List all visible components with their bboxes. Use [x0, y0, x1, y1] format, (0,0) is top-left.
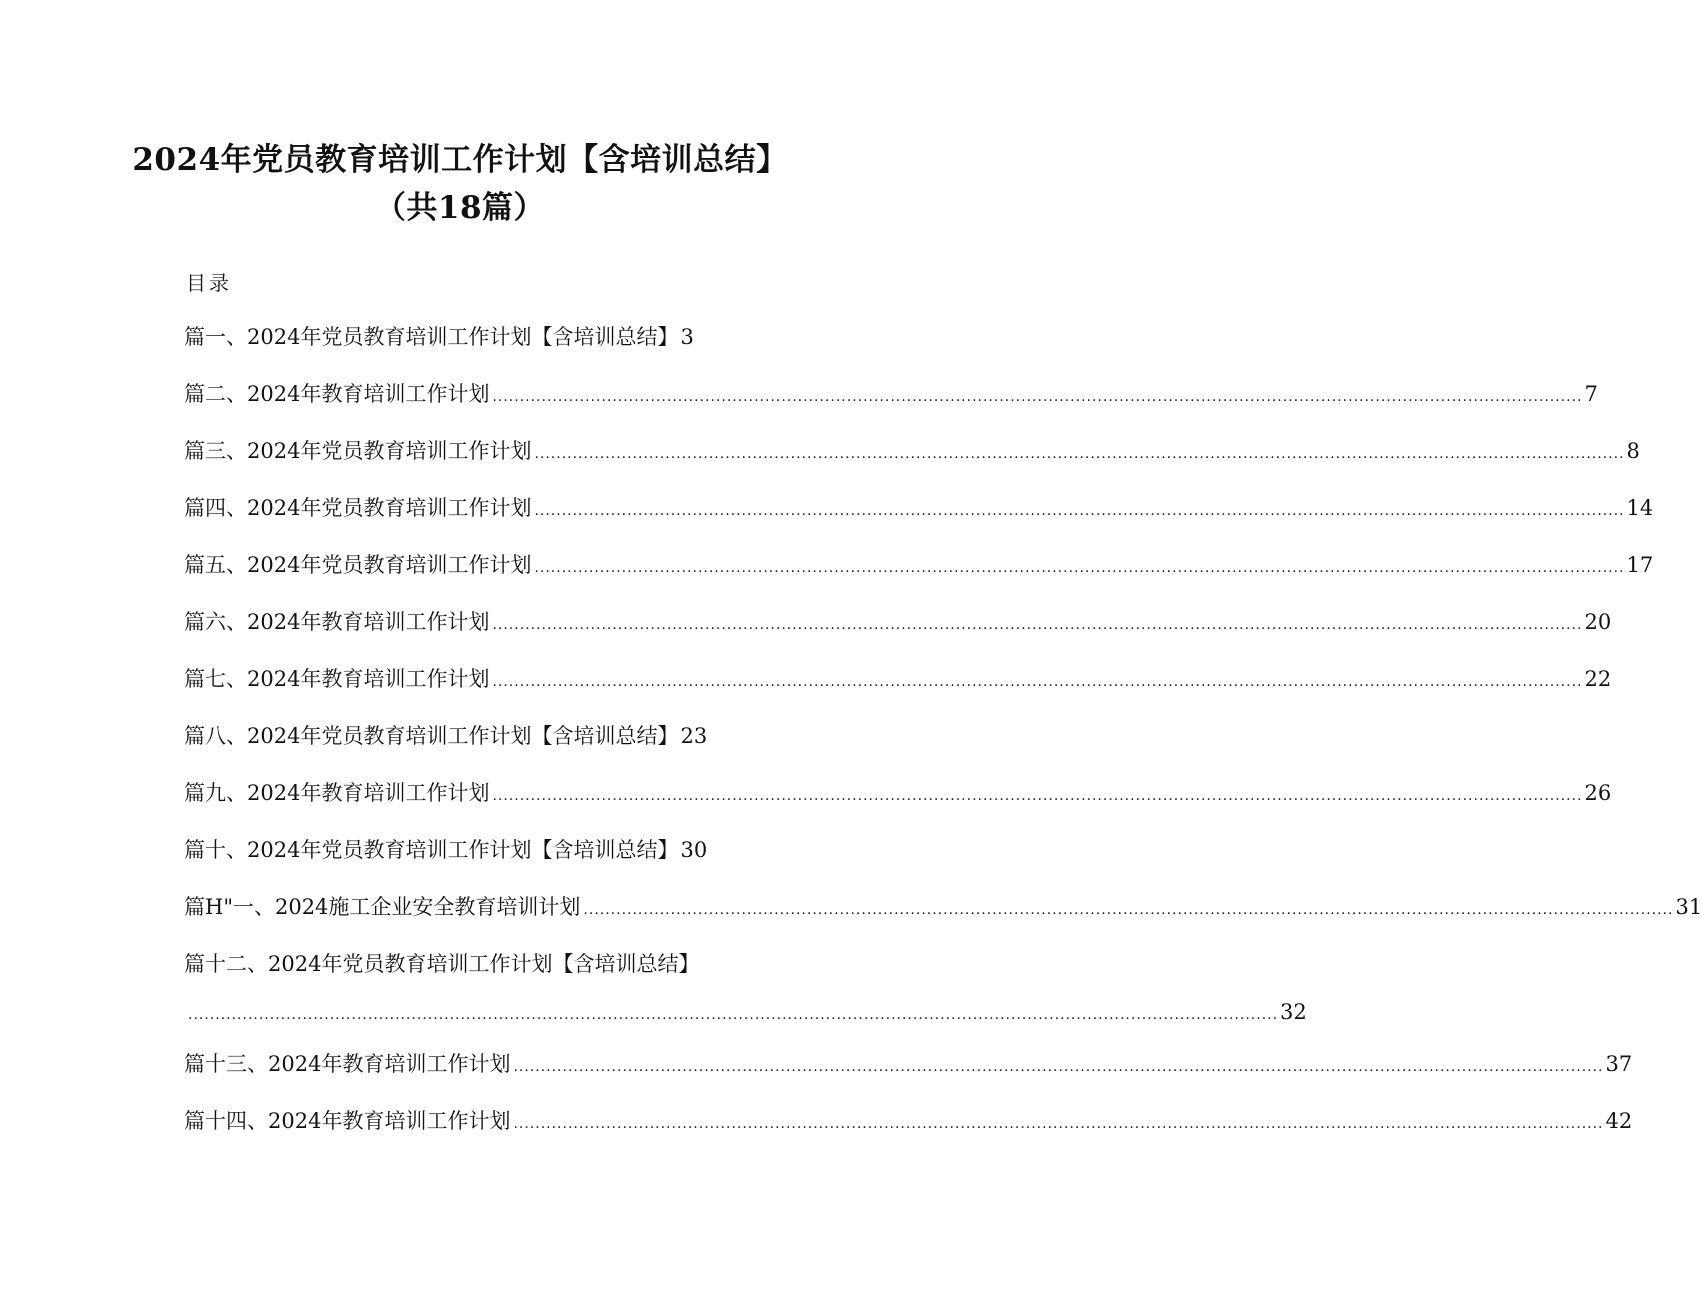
toc-leader-dots: ........................................................................................................................................................................................................	[188, 1007, 1279, 1023]
toc-entry[interactable]	[184, 436, 1640, 466]
toc-entry[interactable]	[184, 997, 1307, 1027]
toc-page-number: 30	[680, 838, 708, 862]
toc-entry-label: 篇十四、2024年教育培训工作计划	[184, 1109, 511, 1133]
toc-page-number: 22	[1584, 667, 1612, 691]
toc-entry[interactable]	[184, 493, 1654, 523]
toc-entry[interactable]	[184, 322, 776, 352]
toc-entry-label: 篇四、2024年党员教育培训工作计划	[184, 496, 532, 520]
toc-leader-dots: ........................................................................................................................................................................................................	[534, 446, 1625, 462]
toc-leader-dots: ........................................................................................................................................................................................................	[492, 617, 1583, 633]
toc-entry-label: 篇九、2024年教育培训工作计划	[184, 781, 490, 805]
toc-entry-label: 篇H"一、2024施工企业安全教育培训计划	[184, 895, 581, 919]
toc-entry-label: 篇十、2024年党员教育培训工作计划【含培训总结】	[184, 838, 679, 862]
toc-leader-dots: ........................................................................................................................................................................................................	[583, 902, 1674, 918]
toc-entry[interactable]	[184, 664, 1612, 694]
toc-entry-label: 篇一、2024年党员教育培训工作计划【含培训总结】	[184, 325, 679, 349]
toc-entry[interactable]	[184, 1106, 1633, 1136]
toc-page-number: 23	[680, 724, 708, 748]
toc-page-number: 42	[1605, 1109, 1633, 1133]
toc-entry-label: 篇十二、2024年党员教育培训工作计划【含培训总结】	[184, 952, 700, 976]
toc-leader-dots: ........................................................................................................................................................................................................	[513, 1116, 1604, 1132]
toc-entry[interactable]	[184, 379, 1598, 409]
toc-entry-label: 篇三、2024年党员教育培训工作计划	[184, 439, 532, 463]
toc-page-number: 14	[1626, 496, 1654, 520]
toc-leader-dots: ........................................................................................................................................................................................................	[492, 788, 1583, 804]
toc-page-number: 17	[1626, 553, 1654, 577]
toc-entry-label: 篇八、2024年党员教育培训工作计划【含培训总结】	[184, 724, 679, 748]
toc-entry-label: 篇七、2024年教育培训工作计划	[184, 667, 490, 691]
toc-page-number: 32	[1280, 1000, 1307, 1024]
toc-page-number: 8	[1626, 439, 1640, 463]
toc-leader-dots: ........................................................................................................................................................................................................	[492, 674, 1583, 690]
toc-entry[interactable]	[184, 778, 1612, 808]
toc-entry[interactable]	[184, 1049, 1633, 1079]
toc-page-number: 7	[1584, 382, 1598, 406]
toc-entry[interactable]	[184, 892, 1702, 922]
toc-entry-label: 篇二、2024年教育培训工作计划	[184, 382, 490, 406]
toc-entry-label: 篇十三、2024年教育培训工作计划	[184, 1052, 511, 1076]
toc-entry[interactable]	[184, 949, 776, 979]
toc-entry[interactable]	[184, 607, 1612, 637]
toc-page-number: 26	[1584, 781, 1612, 805]
document-title: 2024年党员教育培训工作计划【含培训总结】	[132, 142, 788, 178]
toc-entry[interactable]	[184, 835, 776, 865]
toc-page-number: 37	[1605, 1052, 1633, 1076]
toc-page-number: 3	[680, 325, 694, 349]
toc-leader-dots: ........................................................................................................................................................................................................	[513, 1059, 1604, 1075]
toc-leader-dots: ........................................................................................................................................................................................................	[492, 389, 1583, 405]
toc-leader-dots: ........................................................................................................................................................................................................	[534, 503, 1625, 519]
document-subtitle: （共18篇）	[374, 190, 546, 226]
toc-entry[interactable]	[184, 721, 776, 751]
toc-heading: 目录	[186, 271, 232, 295]
toc-entry-label: 篇六、2024年教育培训工作计划	[184, 610, 490, 634]
toc-leader-dots: ........................................................................................................................................................................................................	[534, 560, 1625, 576]
toc-page-number: 20	[1584, 610, 1612, 634]
toc-page-number: 31	[1675, 895, 1702, 919]
toc-entry-label: 篇五、2024年党员教育培训工作计划	[184, 553, 532, 577]
toc-entry[interactable]	[184, 550, 1654, 580]
